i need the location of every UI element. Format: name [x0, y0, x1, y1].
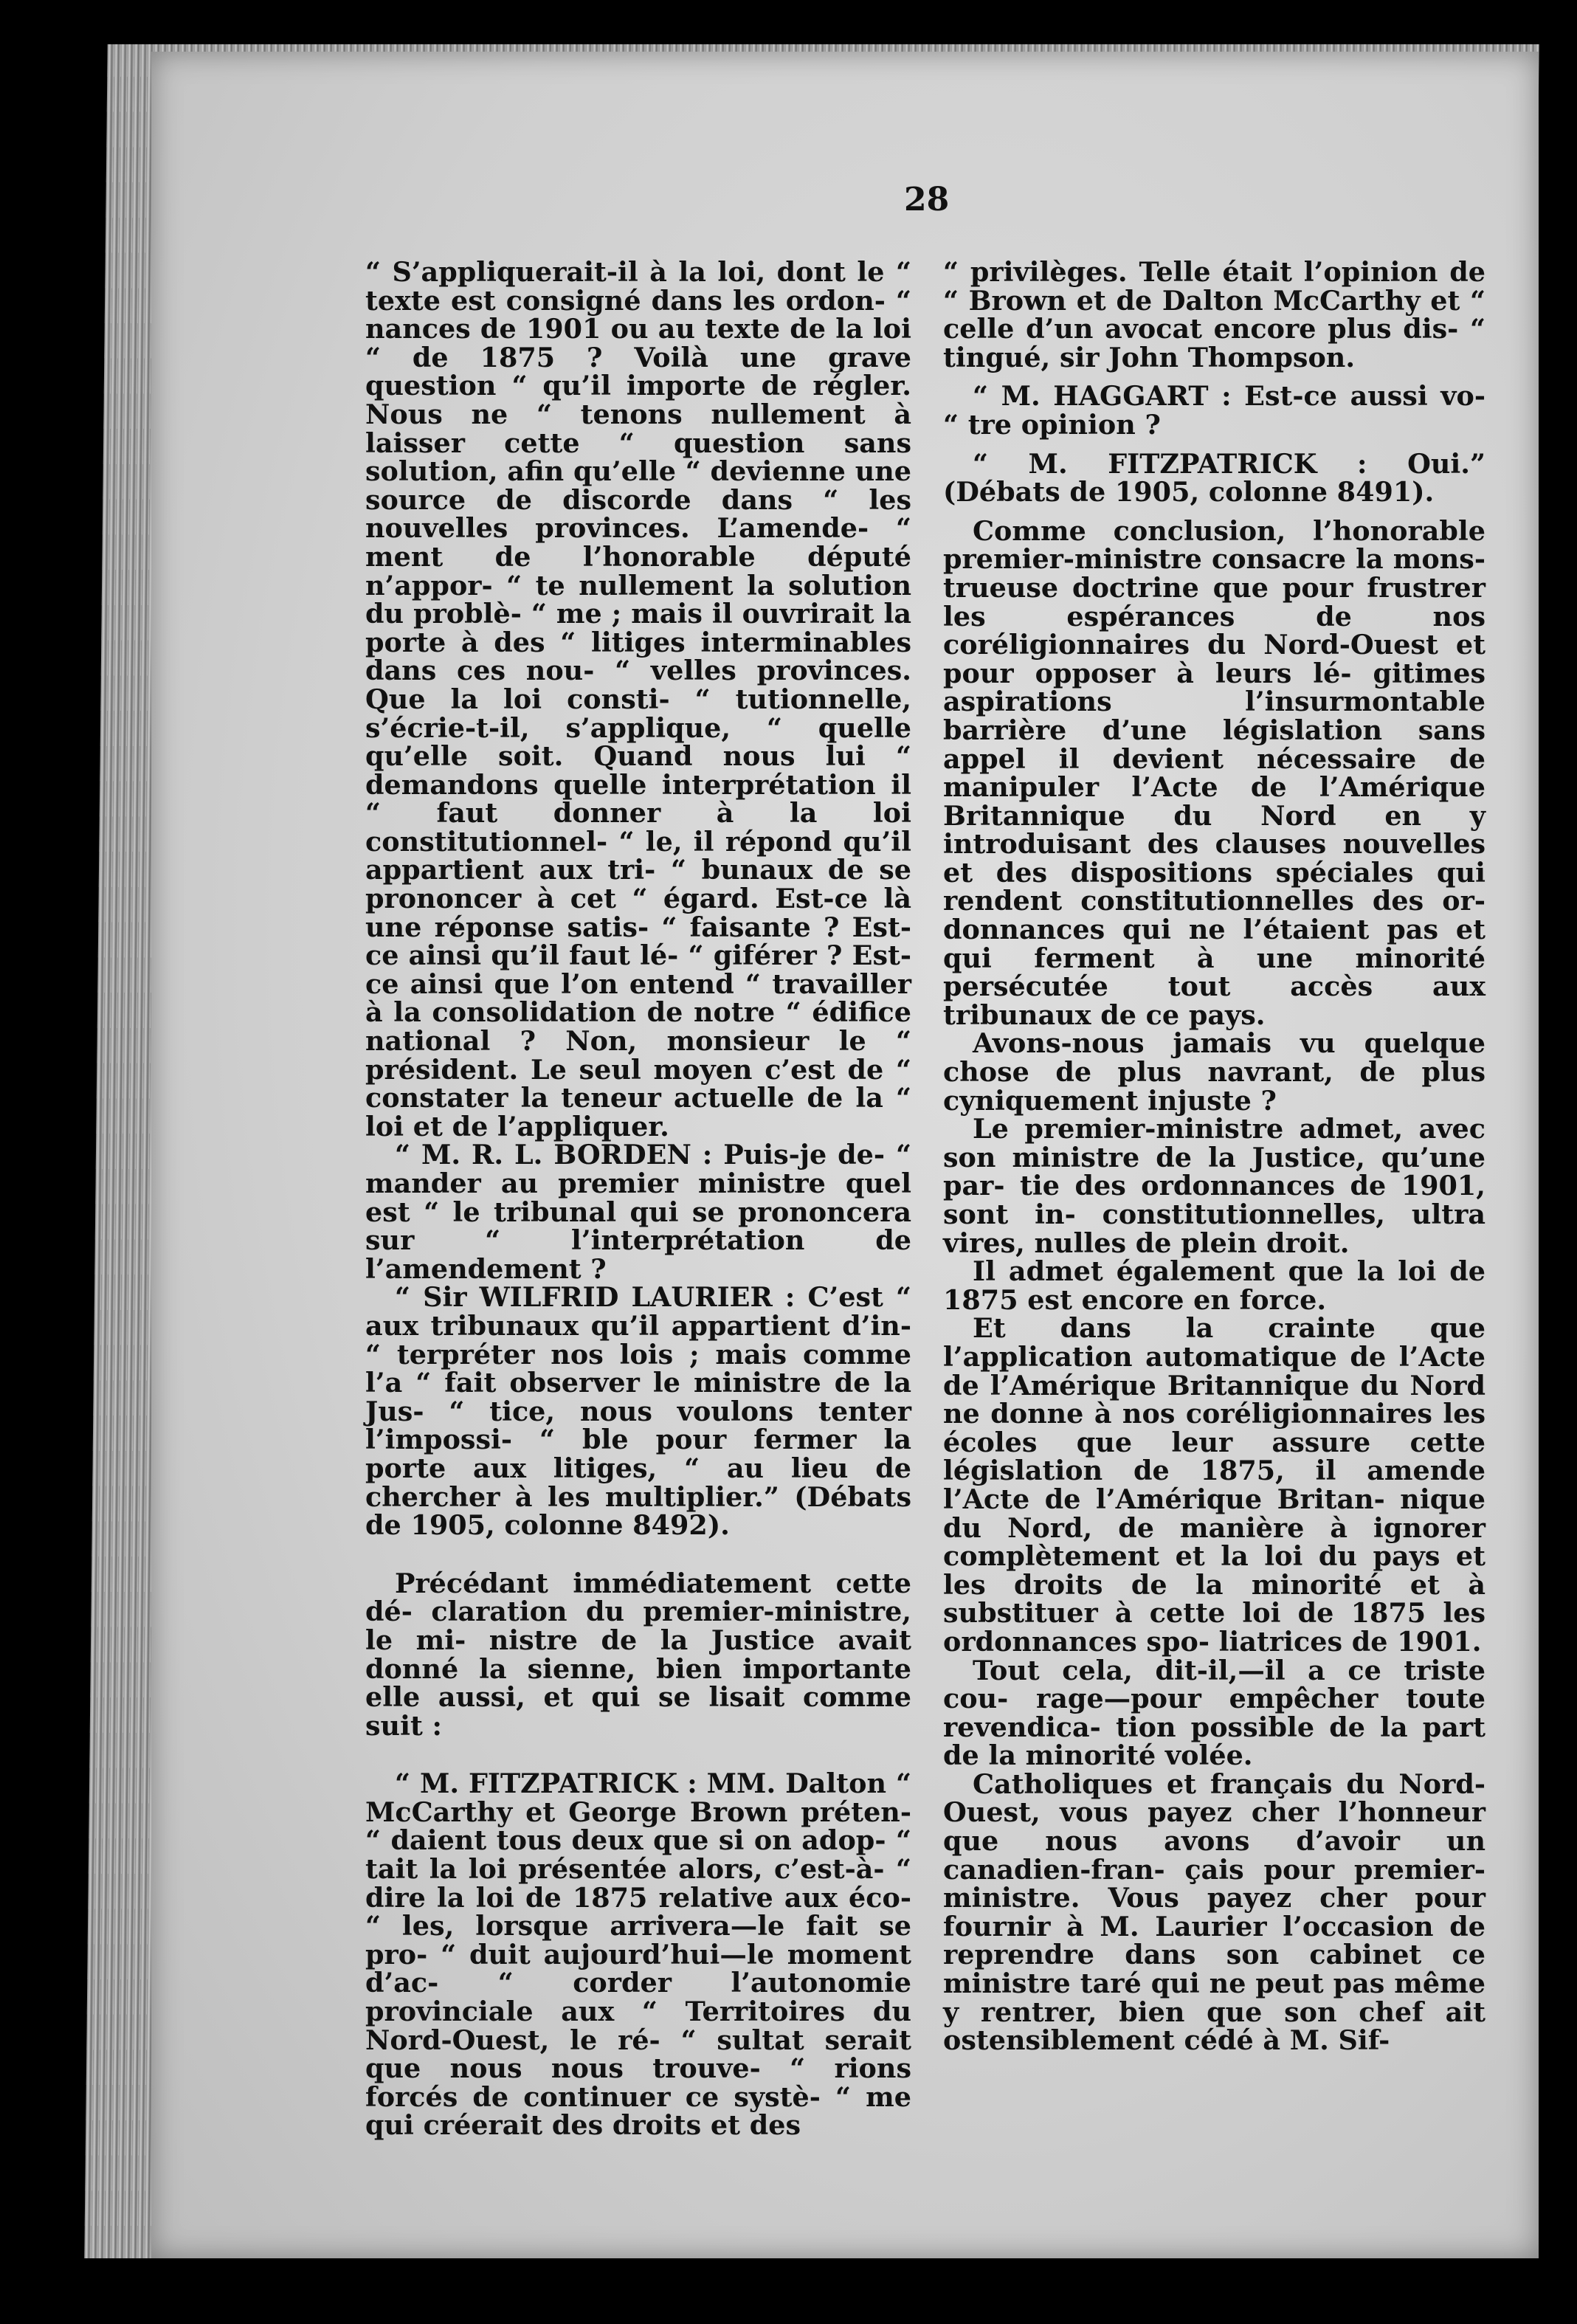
paragraph: “ M. FITZPATRICK : Oui.” (Débats de 1905, colonne 8491).	[943, 447, 1485, 508]
paragraph: “ privilèges. Telle était l’opinion de “ Brown et de Dalton McCarthy et “ celle d’un avocat encore plus dis- “ tingué, sir John Thompson.	[943, 256, 1485, 373]
page-number: 28	[904, 181, 950, 218]
paragraph: Le premier-ministre admet, avec son ministre de la Justice, qu’une par- tie des ordonnances de 1901, sont in- constitutionnelles, ultra vires, nulles de plein droit.	[943, 1113, 1485, 1259]
paragraph: Catholiques et français du Nord- Ouest, vous payez cher l’honneur que nous avons d’avoir un canadien-fran- çais pour premier-ministre. Vous payez cher pour fournir à M. Laurier l’occasion de reprendre dans son cabinet ce ministre taré qui ne peut pas même y rentrer, bien que son chef ait ostensiblement cédé à M. Sif-	[943, 1768, 1485, 2057]
paragraph: Comme conclusion, l’honorable premier-ministre consacre la mons- trueuse doctrine que pour frustrer les espérances de nos coréligionnaires du Nord-Ouest et pour opposer à leurs lé- gitimes aspirations l’insurmontable barrière d’une législation sans appel il devient nécessaire de manipuler l’Acte de l’Amérique Britannique du Nord en y introduisant des clauses nouvelles et des dispositions spéciales qui rendent constitutionnelles des or- donnances qui ne l’étaient pas et qui ferment à une minorité persécutée tout accès aux tribunaux de ce pays.	[943, 514, 1485, 1031]
paragraph: Et dans la crainte que l’application automatique de l’Acte de l’Amérique Britannique du Nord ne donne à nos coréligionnaires les écoles que leur assure cette législation de 1875, il amende l’Acte de l’Amérique Britan- nique du Nord, de manière à ignorer complètement et la loi du pays et les droits de la minorité et à substituer à cette loi de 1875 les ordonnances spo- liatrices de 1901.	[943, 1312, 1485, 1658]
paragraph: Avons-nous jamais vu quelque chose de plus navrant, de plus cyniquement injuste ?	[943, 1027, 1485, 1117]
spacer	[365, 1740, 911, 1770]
paragraph: Précédant immédiatement cette dé- claration du premier-ministre, le mi- nistre de la Justice avait donné la sienne, bien importante elle aussi, et qui se lisait comme suit :	[365, 1567, 911, 1742]
paragraph: Il admet également que la loi de 1875 est encore en force.	[943, 1255, 1485, 1316]
paragraph: “ M. HAGGART : Est-ce aussi vo- “ tre opinion ?	[943, 380, 1485, 441]
paragraph: Tout cela, dit-il,—il a ce triste cou- rage—pour empêcher toute revendica- tion possible de la part de la minorité volée.	[943, 1654, 1485, 1772]
paragraph: “ Sir WILFRID LAURIER : C’est “ aux tribunaux qu’il appartient d’in- “ terpréter nos lois ; mais comme l’a “ fait observer le ministre de la Jus- “ tice, nous voulons tenter l’impossi- “ ble pour fermer la porte aux litiges, “ au lieu de chercher à les multiplier.” (Débats de 1905, colonne 8492).	[365, 1281, 911, 1542]
spacer	[365, 1540, 911, 1570]
paragraph: “ S’appliquerait-il à la loi, dont le “ texte est consigné dans les ordon- “ nances de 1901 ou au texte de la loi “ de 1875 ? Voilà une grave question “ qu’il importe de régler. Nous ne “ tenons nullement à laisser cette “ question sans solution, afin qu’elle “ devienne une source de discorde dans “ les nouvelles provinces. L’amende- “ ment de l’honorable député n’appor- “ te nullement la solution du problè- “ me ; mais il ouvrirait la porte à des “ litiges interminables dans ces nou- “ velles provinces. Que la loi consti- “ tutionnelle, s’écrie-t-il, s’applique, “ quelle qu’elle soit. Quand nous lui “ demandons quelle interprétation il “ faut donner à la loi constitutionnel- “ le, il répond qu’il appartient aux tri- “ bunaux de se prononcer à cet “ égard. Est-ce là une réponse satis- “ faisante ? Est-ce ainsi qu’il faut lé- “ giférer ? Est-ce ainsi que l’on entend “ travailler à la consolidation de notre “ édifice national ? Non, monsieur le “ président. Le seul moyen c’est de “ constater la teneur actuelle de la “ loi et de l’appliquer.	[365, 256, 911, 1142]
left-text-column	[365, 258, 911, 2140]
right-text-column	[943, 258, 1485, 2055]
paragraph: “ M. FITZPATRICK : MM. Dalton “ McCarthy et George Brown préten- “ daient tous deux que si on adop- “ tait la loi présentée alors, c’est-à- “ dire la loi de 1875 relative aux éco- “ les, lorsque arrivera—le fait se pro- “ duit aujourd’hui—le moment d’ac- “ corder l’autonomie provinciale aux “ Territoires du Nord-Ouest, le ré- “ sultat serait que nous nous trouve- “ rions forcés de continuer ce systè- “ me qui créerait des droits et des	[365, 1768, 911, 2142]
paragraph: “ M. R. L. BORDEN : Puis-je de- “ mander au premier ministre quel est “ le tribunal qui se prononcera sur “ l’interprétation de l’amendement ?	[365, 1139, 911, 1285]
